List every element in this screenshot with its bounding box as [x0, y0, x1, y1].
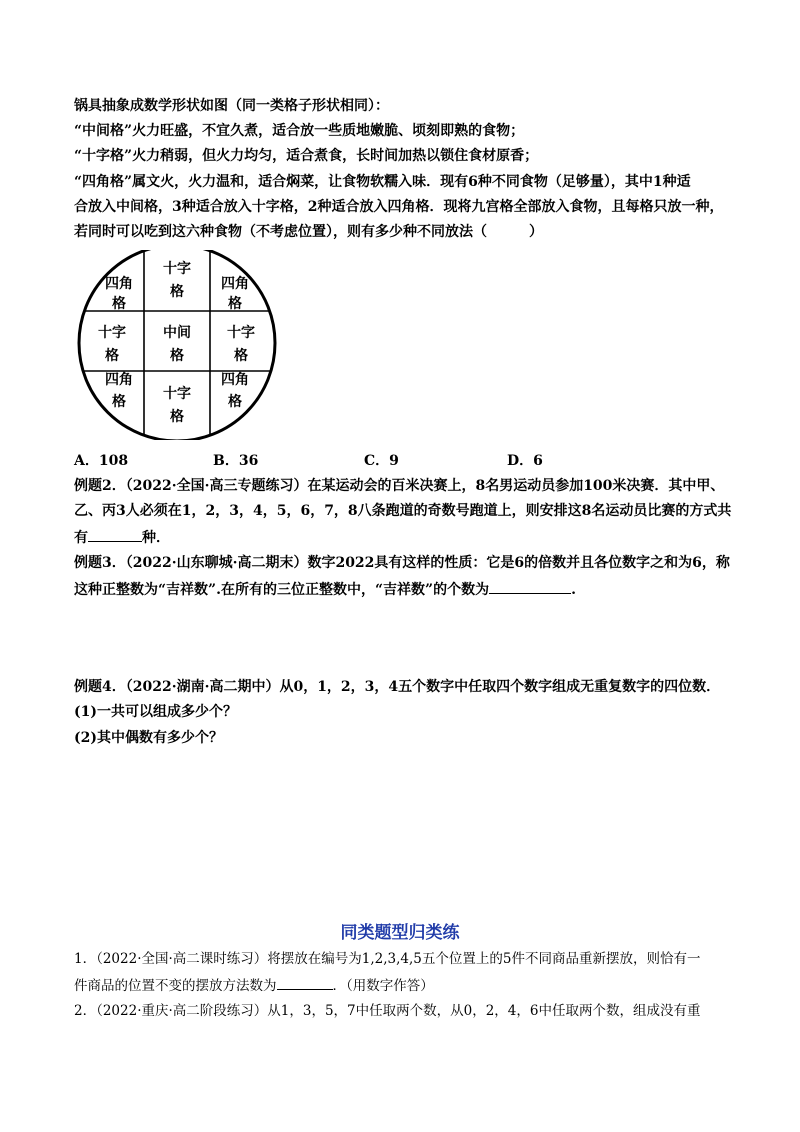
- problem-intro-line: 锅具抽象成数学形状如图（同一类格子形状相同）：: [74, 98, 389, 114]
- corner-cell-label: 四角: [105, 276, 133, 292]
- option-d[interactable]: D．6: [507, 453, 543, 469]
- exercise1-suffix: ．（用数字作答）: [332, 978, 434, 994]
- problem-intro-line: “四角格”属文火，火力温和，适合焖菜，让食物软糯入味．现有6种不同食物（足够量），其中1种适: [74, 174, 691, 190]
- corner-cell-label: 格: [112, 296, 126, 312]
- corner-cell-label: 格: [228, 296, 242, 312]
- example3-line: [74, 579, 576, 600]
- option-a[interactable]: A．108: [74, 453, 129, 469]
- corner-cell-label: 格: [228, 394, 242, 410]
- problem-intro-line: “十字格”火力稍弱，但火力均匀，适合煮食，长时间加热以锁住食材原香；: [74, 148, 539, 164]
- option-b[interactable]: B．36: [213, 453, 259, 469]
- cross-cell-label: 十字: [163, 261, 191, 277]
- problem-intro-line: 若同时可以吃到这六种食物（不考虑位置），则有多少种不同放法（ ）: [74, 224, 543, 240]
- problem-intro-line: 合放入中间格，3种适合放入十字格，2种适合放入四角格．现将九宫格全部放入食物，且每格只放一种，: [74, 199, 724, 215]
- cross-cell-label: 格: [170, 409, 184, 425]
- example3-suffix: .: [571, 582, 576, 598]
- corner-cell-label: 四角: [221, 276, 249, 292]
- cross-cell-label: 格: [170, 284, 184, 300]
- example3-prefix: 这种正整数为“吉祥数”.在所有的三位正整数中，“吉祥数”的个数为: [74, 582, 490, 598]
- cross-cell-label: 格: [105, 348, 119, 364]
- example4-subquestion: (2)其中偶数有多少个？: [74, 730, 223, 746]
- hotpot-grid-diagram: [75, 250, 285, 440]
- exercise2-line: 2．（2022·重庆·高二阶段练习）从1，3，5，7中任取两个数，从0，2，4，6中任取两个数，组成没有重: [74, 1003, 701, 1019]
- corner-cell-label: 格: [112, 394, 126, 410]
- example2-line: [74, 527, 170, 548]
- example4-line: 例题4．（2022·湖南·高二期中）从0，1，2，3，4五个数字中任取四个数字组成无重复数字的四位数．: [74, 679, 721, 695]
- exercise1-prefix: 件商品的位置不变的摆放方法数为: [74, 978, 277, 994]
- center-cell-label: 格: [170, 348, 184, 364]
- corner-cell-label: 四角: [221, 372, 249, 388]
- example2-line: 乙、丙3人必须在1，2，3，4，5，6，7，8八条跑道的奇数号跑道上，则安排这8名运动员比赛的方式共: [74, 503, 732, 519]
- example4-subquestion: (1)一共可以组成多少个？: [74, 704, 237, 720]
- section-title: 同类题型归类练: [340, 923, 460, 943]
- cross-cell-label: 十字: [98, 325, 126, 341]
- answer-blank[interactable]: [277, 975, 333, 990]
- cross-cell-label: 格: [234, 348, 248, 364]
- exercise1-line: 1．（2022·全国·高二课时练习）将摆放在编号为1,2,3,4,5五个位置上的5件不同商品重新摆放，则恰有一: [74, 951, 701, 967]
- example2-suffix: 种．: [142, 530, 170, 546]
- exercise1-line: [74, 975, 434, 996]
- problem-intro-line: “中间格”火力旺盛，不宜久煮，适合放一些质地嫩脆、顷刻即熟的食物；: [74, 123, 525, 139]
- example2-prefix: 有: [74, 530, 88, 546]
- example2-line: 例题2．（2022·全国·高三专题练习）在某运动会的百米决赛上，8名男运动员参加100米决赛．其中甲、: [74, 478, 725, 494]
- option-c[interactable]: C．9: [364, 453, 399, 469]
- example3-line: 例题3．（2022·山东聊城·高二期末）数字2022具有这样的性质：它是6的倍数并且各位数字之和为6，称: [74, 555, 730, 571]
- answer-blank[interactable]: [88, 527, 142, 542]
- cross-cell-label: 十字: [163, 386, 191, 402]
- center-cell-label: 中间: [163, 325, 191, 341]
- corner-cell-label: 四角: [105, 372, 133, 388]
- cross-cell-label: 十字: [227, 325, 255, 341]
- answer-blank[interactable]: [489, 579, 571, 594]
